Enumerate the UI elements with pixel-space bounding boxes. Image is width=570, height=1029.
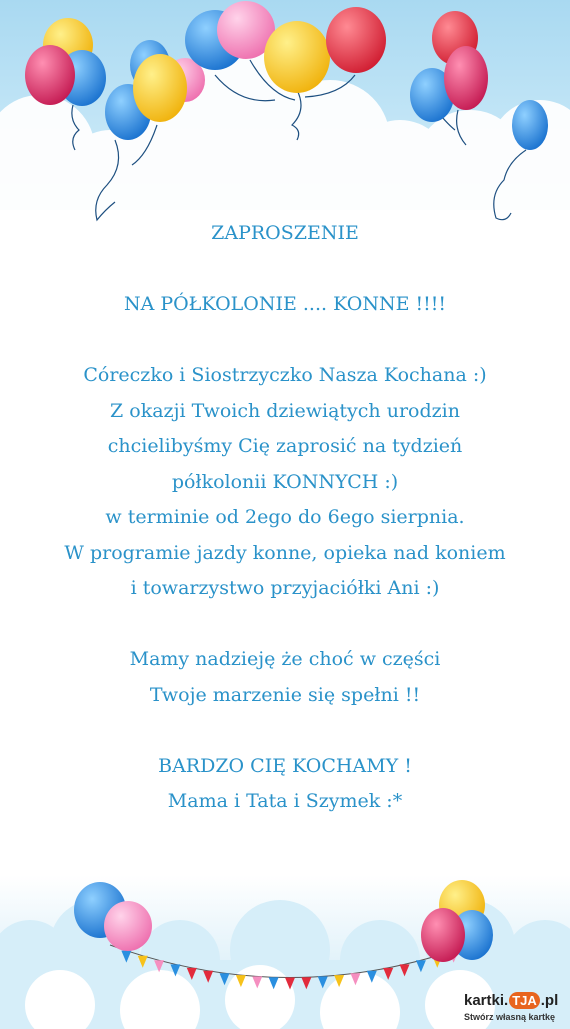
message-line: Twoje marzenie się spełni !! [149,683,421,706]
balloon-icon [421,908,465,962]
brand-name: kartki. TJA .pl [464,992,559,1009]
message-line: w terminie od 2ego do 6ego sierpnia. [105,506,465,528]
message-line: Mamy nadzieję że choć w części [129,648,441,670]
brand-tagline: Stwórz własną kartkę [464,1012,556,1022]
balloon-icon [133,54,187,122]
message-line: i towarzystwo przyjaciółki Ani :) [130,577,440,599]
brand-badge-icon: TJA [509,992,540,1009]
message-line: W programie jazdy konne, opieka nad koniem [64,541,506,564]
message-line: NA PÓŁKOLONIE .... KONNE !!!! [123,293,447,315]
invitation-message [0,216,570,820]
message-line [0,252,570,288]
message-line [0,607,570,643]
message-line: Córeczko i Siostrzyczko Nasza Kochana :) [83,364,487,386]
balloon-icon [264,21,330,93]
balloon-icon [25,45,75,105]
message-line [0,323,570,359]
message-line: ZAPROSZENIE [211,222,359,244]
message-line: Mama i Tata i Szymek :* [167,790,403,812]
balloon-icon [512,100,548,150]
balloon-icon [444,46,488,110]
message-line [0,713,570,749]
message-line: BARDZO CIĘ KOCHAMY ! [158,754,412,777]
balloon-icon [326,7,386,73]
balloon-icon [104,901,152,951]
message-line: chcielibyśmy Cię zaprosić na tydzień [107,435,463,457]
kartki-brand-logo[interactable] [462,990,568,1028]
message-line: półkolonii KONNYCH :) [171,470,399,493]
message-line: Z okazji Twoich dziewiątych urodzin [110,399,460,422]
